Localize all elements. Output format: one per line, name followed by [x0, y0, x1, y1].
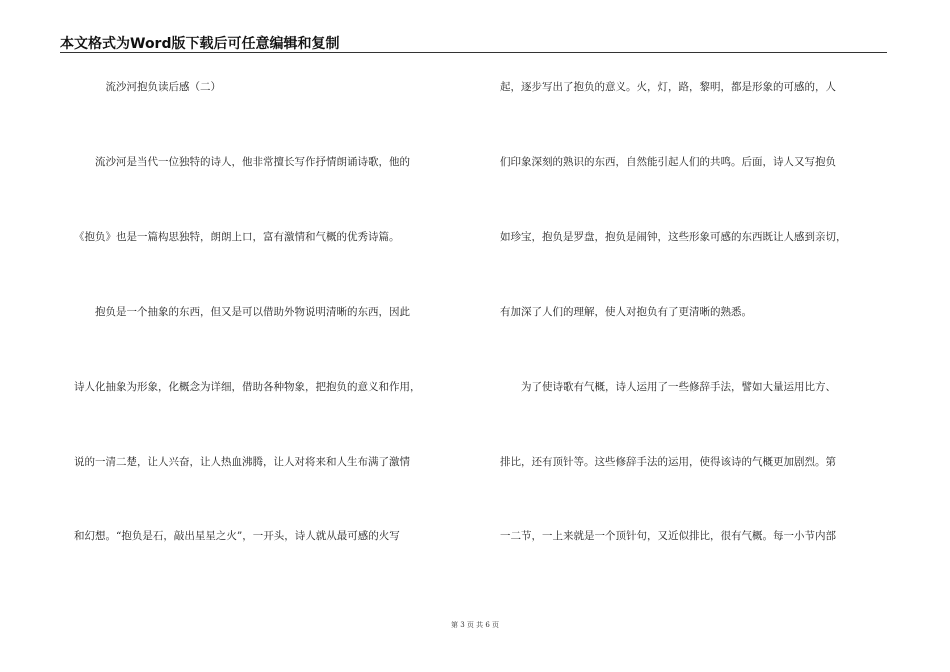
left-column-line: 说的一清二楚，让人兴奋，让人热血沸腾，让人对将来和人生布满了激情: [74, 456, 410, 468]
left-column-line: 《抱负》也是一篇构思独特，朗朗上口，富有激情和气概的优秀诗篇。: [74, 231, 400, 243]
right-column-line: 为了使诗歌有气概，诗人运用了一些修辞手法，譬如大量运用比方、: [500, 381, 836, 393]
left-column-line: 和幻想。“抱负是石，敲出星星之火”，一开头，诗人就从最可感的火写: [74, 530, 400, 542]
right-column-line: 起，逐步写出了抱负的意义。火，灯，路，黎明，都是形象的可感的，人: [500, 81, 836, 93]
left-column-line: 流沙河是当代一位独特的诗人，他非常擅长写作抒情朗诵诗歌，他的: [74, 156, 410, 168]
page-number: 第 3 页 共 6 页: [450, 621, 500, 629]
left-column-line: 诗人化抽象为形象，化概念为详细，借助各种物象，把抱负的意义和作用，: [74, 381, 421, 393]
right-column-line: 有加深了人们的理解，使人对抱负有了更清晰的熟悉。: [500, 306, 752, 318]
right-column-line: 排比，还有顶针等。这些修辞手法的运用，使得该诗的气概更加剧烈。第: [500, 456, 836, 468]
left-column-line: 流沙河抱负读后感（二）: [74, 81, 221, 93]
header-divider: [60, 52, 887, 53]
right-column-line: 如珍宝，抱负是罗盘，抱负是闹钟，这些形象可感的东西既让人感到亲切，: [500, 231, 847, 243]
left-column-line: 抱负是一个抽象的东西，但又是可以借助外物说明清晰的东西，因此: [74, 306, 410, 318]
document-header-title: 本文格式为Word版下载后可任意编辑和复制: [60, 36, 340, 52]
right-column-line: 们印象深刻的熟识的东西，自然能引起人们的共鸣。后面，诗人又写抱负: [500, 156, 836, 168]
right-column-line: 一二节，一上来就是一个顶针句，又近似排比，很有气概。每一小节内部: [500, 530, 836, 542]
